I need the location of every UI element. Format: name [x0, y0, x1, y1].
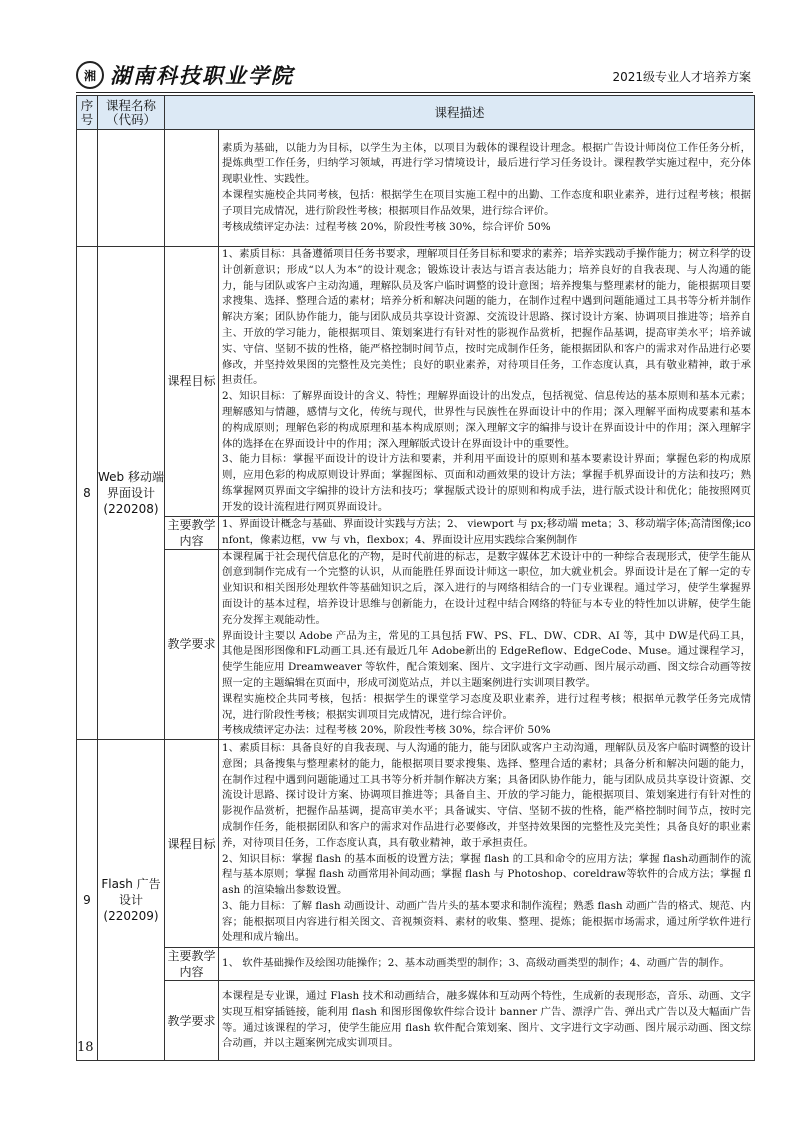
req-paragraph: 考核成绩评定办法：过程考核 20%，阶段性考核 30%，综合评价 50%: [222, 724, 551, 737]
cont-name-cell: [98, 130, 165, 247]
course-8-req-text: [219, 549, 755, 740]
goal-paragraph: 3、能力目标：掌握平面设计的设计方法和要素，并利用平面设计的原则和基本要素设计界面；掌握色彩的构成原则，应用色彩的构成原则设计界面；掌握图标、页面和动画效果的设计方法；掌握手机界面设计的方法和技巧；熟练掌握网页界面文字编排的设计方法和技巧；掌握版式设计的原则和构成手法，进行版式设计和优化；能按照网页开发的设计流程进行网页界面设计。: [222, 453, 752, 513]
page-number: 18: [77, 1040, 94, 1055]
req-paragraph: 界面设计主要以 Adobe 产品为主，常见的工具包括 FW、PS、FL、DW、CDR、AI 等，其中 DW是代码工具，其他是图形图像和FL动画工具.还有最近几年 Adobe新出的 EdgeReflow、EdgeCode、Muse。通过课程学习，使学生能应用 Dreamweaver 等软件，配合策划案、图片、文字进行文字动画、图片展示动画、图文综合动画等按照一定的主题编辑在页面中，形成可浏览站点，并以主题案例进行实训项目教学。: [222, 629, 752, 689]
course-table: [76, 95, 755, 1061]
course-9-name: Flash 广告设计(220209): [98, 740, 165, 1061]
table-row: [77, 130, 755, 247]
course-9-req-label: 教学要求: [165, 981, 219, 1061]
course-8-req-row: [77, 549, 755, 740]
req-paragraph: 本课程属于社会现代信息化的产物，是时代前进的标志，是数字媒体艺术设计中的一种综合表现形式，使学生能从创意到制作完成有一个完整的认识，从而能胜任界面设计师这一职位，加大就业机会。界面设计是在了解一定的专业知识和相关图形处理软件等基础知识之后，深入进行的与网络相结合的一门专业课程。通过学习，使学生掌握界面设计的基本过程，培养设计思维与创新能力，在设计过程中结合网络的特征与本专业的特性加以讲解，使学生能充分发挥主观能动性。: [222, 550, 752, 626]
cont-num-cell: [77, 130, 98, 247]
header-course-name: 课程名称（代码）: [98, 96, 165, 130]
course-8-name: Web 移动端界面设计(220208): [98, 247, 165, 740]
req-paragraph: 本课程是专业课，通过 Flash 技术和动画结合，融多媒体和互动两个特性，生成新的表现形态，音乐、动画、文字实现互相穿插链接，能利用 flash 和图形图像软件综合设计 banner 广告、漂浮广告、弹出式广告以及大幅面广告等。通过该课程的学习，使学生能应用 flash 软件配合策划案、图片、文字进行文字动画、图片展示动画、图文综合动画，并以主题案例完成实训项目。: [222, 990, 752, 1050]
cont-paragraph: 考核成绩评定办法：过程考核 20%，阶段性考核 30%，综合评价 50%: [222, 220, 551, 233]
course-9-goal-text: [219, 740, 755, 948]
header-seq: 序号: [77, 96, 98, 130]
cont-paragraph: 素质为基础，以能力为目标，以学生为主体，以项目为载体的课程设计理念。根据广告设计师岗位工作任务分析，提炼典型工作任务，归纳学习领域，再进行学习情境设计，最后进行学习任务设计。课程教学实施过程中，充分体现职业性、实践性。: [222, 141, 752, 186]
cont-sub-cell: [165, 130, 219, 247]
cont-paragraph: 本课程实施校企共同考核，包括：根据学生在项目实施工程中的出勤、工作态度和职业素养，进行过程考核；根据子项目完成情况，进行阶段性考核；根据项目作品效果，进行综合评价。: [222, 189, 752, 217]
table-header-row: [77, 96, 755, 130]
course-9-content-label: 主要教学内容: [165, 948, 219, 981]
school-name: 湖南科技职业学院: [110, 63, 294, 88]
school-logo: [76, 60, 294, 90]
course-8-goal-row: [77, 247, 755, 517]
course-9-req-row: [77, 981, 755, 1061]
course-8-number: 8: [77, 247, 98, 740]
goal-paragraph: 2、知识目标：了解界面设计的含义、特性；理解界面设计的出发点，包括视觉、信息传达的基本原则和基本元素；理解感知与情趣，感情与文化，传统与现代，世界性与民族性在界面设计中的作用；深入理解平面构成要素和基本的构成原则；理解色彩的构成原理和基本构成原则；深入理解文字的编排与设计在界面设计中的作用；深入理解字体的选择在在界面设计中的作用；深入理解版式设计在界面设计中的重要性。: [222, 390, 752, 450]
header-course-desc: 课程描述: [165, 96, 755, 130]
course-9-content-row: [77, 948, 755, 981]
course-8-req-label: 教学要求: [165, 549, 219, 740]
cont-desc-cell: [219, 130, 755, 247]
req-paragraph: 课程实施校企共同考核，包括：根据学生的课堂学习态度及职业素养，进行过程考核；根据单元教学任务完成情况，进行阶段性考核；根据实训项目完成情况，进行综合评价。: [222, 692, 752, 721]
document-title: 2021级专业人才培养方案: [612, 70, 751, 84]
course-8-goal-text: [219, 247, 755, 517]
course-8-content-label: 主要教学内容: [165, 516, 219, 549]
course-9-goal-row: [77, 740, 755, 948]
goal-paragraph: 1、素质目标：具备遵循项目任务书要求，理解项目任务目标和要求的素养；培养实践动手操作能力；树立科学的设计创新意识；形成“以人为本”的设计观念；锻炼设计表达与语言表达能力；培养良好的自我表现、与人沟通的能力，能与团队或客户主动沟通，理解队员及客户临时调整的设计意图；培养搜集与整理素材的能力，能根据项目要求搜集、选择、整理合适的素材；培养分析和解决问题的能力，在制作过程中遇到问题能通过工具书等分析并制作解决方案；团队协作能力，能与团队成员共享设计资源、交流设计思路、探讨设计方案、协调项目推进等；培养自主、开放的学习能力，能根据项目、策划案进行有针对性的影视作品赏析，把握作品基调，提高审美水平；培养诚实、守信、坚韧不拔的性格，能严格控制时间节点，按时完成制作任务，能根据团队和客户的需求对作品进行必要修改，并坚持效果图的完整性及完美性；良好的职业素养，对待项目任务，工作态度认真，具有敬业精神，敢于承担责任。: [222, 248, 752, 387]
school-seal-icon: 湘: [76, 61, 104, 89]
course-9-req-text: [219, 981, 755, 1061]
course-8-goal-label: 课程目标: [165, 247, 219, 517]
page-header: [76, 60, 753, 93]
course-8-content-row: [77, 516, 755, 549]
course-9-content-text: 1、 软件基础操作及绘图功能操作；2、基本动画类型的制作；3、高级动画类型的制作；4、动画广告的制作。: [219, 948, 755, 981]
goal-paragraph: 1、素质目标：具备良好的自我表现、与人沟通的能力，能与团队或客户主动沟通，理解队员及客户临时调整的设计意图；具备搜集与整理素材的能力，能根据项目要求搜集、选择、整理合适的素材；具备分析和解决问题的能力，在制作过程中遇到问题能通过工具书等分析并制作解决方案；具备团队协作能力，能与团队成员共享设计资源、交流设计思路、探讨设计方案、协调项目推进等；具备自主、开放的学习能力，能根据项目、策划案进行有针对性的影视作品赏析，把握作品基调，提高审美水平；具备诚实、守信、坚韧不拔的性格，能严格控制时间节点，按时完成制作任务，能根据团队和客户的需求对作品进行必要修改，并坚持效果图的完整性及完美性；具备良好的职业素养，对待项目任务，工作态度认真，具有敬业精神，敢于承担责任。: [222, 741, 752, 849]
course-8-content-text: 1、界面设计概念与基础、界面设计实践与方法；2、 viewport 与 px;移动端 meta；3、移动端字体;高清图像;iconfont，像素边框，vw 与 vh，flexbox；4、界面设计应用实践综合案例制作: [219, 516, 755, 549]
goal-paragraph: 2、知识目标：掌握 flash 的基本面板的设置方法；掌握 flash 的工具和命令的应用方法；掌握 flash动画制作的流程与基本原则；掌握 flash 动画常用补间动画；掌握 flash 与 Photoshop、coreldraw等软件的合成方法；掌握 flash 的渲染输出参数设置。: [222, 852, 752, 897]
course-9-number: 9: [77, 740, 98, 1061]
course-9-goal-label: 课程目标: [165, 740, 219, 948]
goal-paragraph: 3、能力目标：了解 flash 动画设计、动画广告片头的基本要求和制作流程；熟悉 flash 动画广告的格式、规范、内容；能根据项目内容进行相关图文、音视频资料、素材的收集、整理、提炼；能根据市场需求，通过所学软件进行处理和成片输出。: [222, 899, 752, 944]
